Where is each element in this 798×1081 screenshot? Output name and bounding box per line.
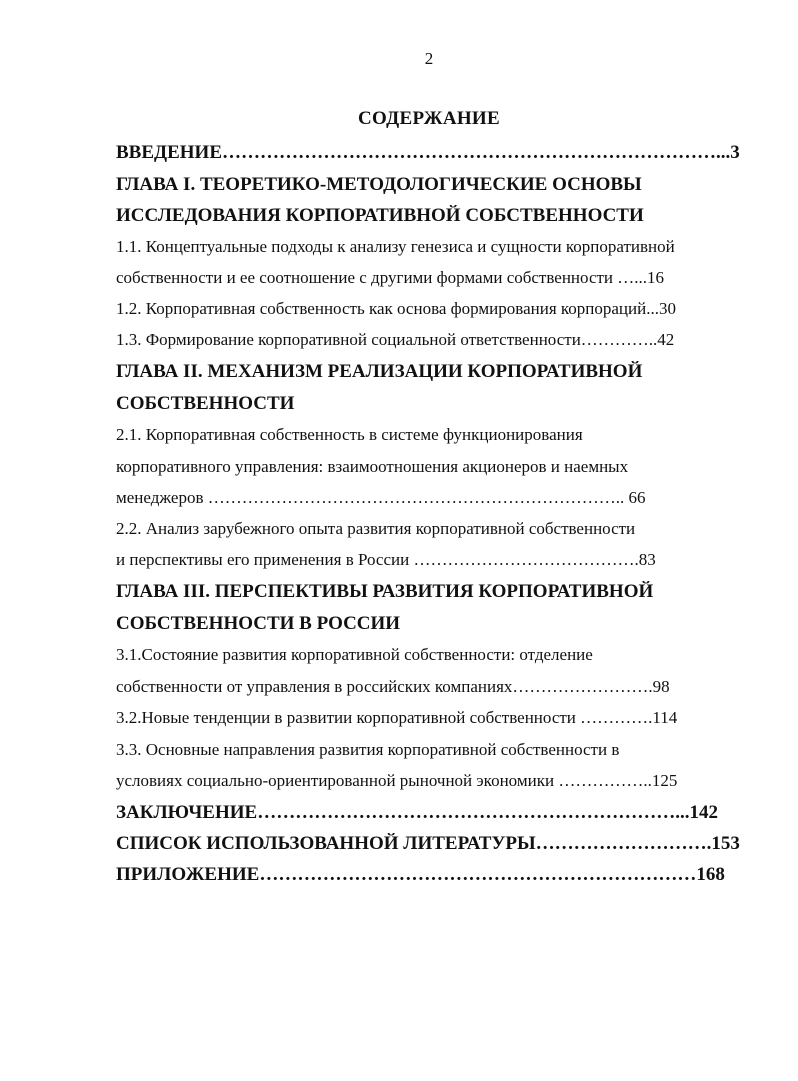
toc-section-1-3: 1.3. Формирование корпоративной социальной ответственности…………..42 xyxy=(116,330,675,349)
toc-entry-conclusion: ЗАКЛЮЧЕНИЕ…………………………………………………………...142 xyxy=(116,802,718,823)
toc-entry-references: СПИСОК ИСПОЛЬЗОВАННОЙ ЛИТЕРАТУРЫ……………………….153 xyxy=(116,833,740,854)
toc-chapter-3-heading-line-1: ГЛАВА III. ПЕРСПЕКТИВЫ РАЗВИТИЯ КОРПОРАТИВНОЙ xyxy=(116,581,654,602)
toc-chapter-2-heading-line-1: ГЛАВА II. МЕХАНИЗМ РЕАЛИЗАЦИИ КОРПОРАТИВНОЙ xyxy=(116,361,643,382)
toc-section-2-2-line-1: 2.2. Анализ зарубежного опыта развития корпоративной собственности xyxy=(116,519,636,538)
toc-section-2-2-line-2: и перспективы его применения в России ………………………………….83 xyxy=(116,550,656,569)
toc-section-3-1-line-1: 3.1.Состояние развития корпоративной собственности: отделение xyxy=(116,645,593,664)
toc-entry-introduction: ВВЕДЕНИЕ……………………………………………………………………...3 xyxy=(116,142,740,163)
toc-section-3-1-line-2: собственности от управления в российских компаниях…………………….98 xyxy=(116,677,670,696)
toc-section-3-3-line-2: условиях социально-ориентированной рыночной экономики ……………..125 xyxy=(116,771,678,790)
toc-section-2-1-line-1: 2.1. Корпоративная собственность в системе функционирования xyxy=(116,425,583,444)
toc-section-1-1-line-2: собственности и ее соотношение с другими формами собственности …...16 xyxy=(116,268,665,287)
toc-entry-appendix: ПРИЛОЖЕНИЕ……………………………………………………………168 xyxy=(116,864,725,885)
toc-chapter-1-heading-line-1: ГЛАВА I. ТЕОРЕТИКО-МЕТОДОЛОГИЧЕСКИЕ ОСНОВЫ xyxy=(116,174,642,195)
toc-chapter-3-heading-line-2: СОБСТВЕННОСТИ В РОССИИ xyxy=(116,613,401,634)
toc-chapter-2-heading-line-2: СОБСТВЕННОСТИ xyxy=(116,393,295,414)
toc-section-3-2: 3.2.Новые тенденции в развитии корпоративной собственности ………….114 xyxy=(116,708,678,727)
toc-section-1-1-line-1: 1.1. Концептуальные подходы к анализу генезиса и сущности корпоративной xyxy=(116,237,675,256)
toc-section-1-2: 1.2. Корпоративная собственность как основа формирования корпораций...30 xyxy=(116,299,676,318)
toc-section-2-1-line-3: менеджеров ……………………………………………………………….. 66 xyxy=(116,488,646,507)
page-number: 2 xyxy=(424,49,434,68)
toc-chapter-1-heading-line-2: ИССЛЕДОВАНИЯ КОРПОРАТИВНОЙ СОБСТВЕННОСТИ xyxy=(116,205,644,226)
page-title: СОДЕРЖАНИЕ xyxy=(358,108,500,129)
toc-section-3-3-line-1: 3.3. Основные направления развития корпоративной собственности в xyxy=(116,740,620,759)
toc-section-2-1-line-2: корпоративного управления: взаимоотношения акционеров и наемных xyxy=(116,457,629,476)
